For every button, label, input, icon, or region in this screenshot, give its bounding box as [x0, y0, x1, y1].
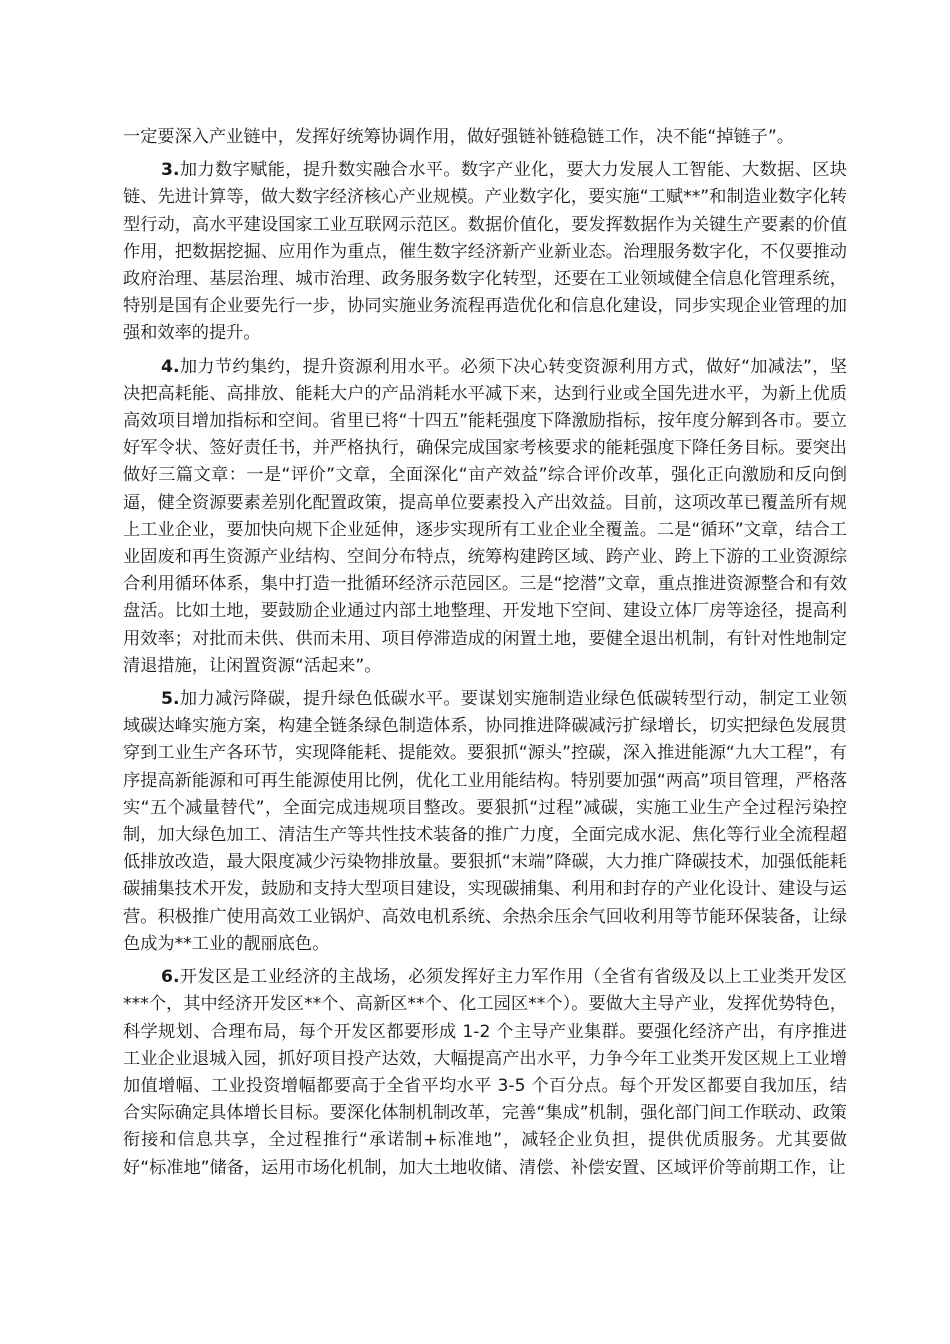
paragraph-continuation	[123, 124, 847, 151]
paragraph-item-6	[123, 964, 847, 1182]
paragraph-item-4	[123, 354, 847, 680]
paragraph-text: 开发区是工业经济的主战场，必须发挥好主力军作用（全省有省级及以上工业类开发区***个，其中经济开发区**个、高新区**个、化工园区**个）。要做大主导产业，发挥优势特色，科学规划、合理布局，每个开发区都要形成 1-2 个主导产业集群。要强化经济产出，有序推进工业企业退城入园，抓好项目投产达效，大幅提高产出水平，力争今年工业类开发区规上工业增加值增幅、工业投资增幅都要高于全省平均水平 3-5 个百分点。每个开发区都要自我加压，结合实际确定具体增长目标。要深化体制机制改革，完善“集成”机制，强化部门间工作联动、政策衔接和信息共享，全过程推行“承诺制+标准地”，减轻企业负担，提供优质服务。尤其要做好“标准地”储备，运用市场化机制，加大土地收储、清偿、补偿安置、区域评价等前期工作，让	[123, 967, 847, 1178]
paragraph-number: 5.	[161, 689, 180, 710]
paragraph-number: 4.	[161, 356, 180, 377]
paragraph-item-5	[123, 686, 847, 958]
paragraph-text: 一定要深入产业链中，发挥好统筹协调作用，做好强链补链稳链工作，决不能“掉链子”。	[123, 127, 794, 147]
paragraph-text: 加力节约集约，提升资源利用水平。必须下决心转变资源利用方式，做好“加减法”，坚决把高耗能、高排放、能耗大户的产品消耗水平减下来，达到行业或全国先进水平，为新上优质高效项目增加指标和空间。省里已将“十四五”能耗强度下降激励指标，按年度分解到各市。要立好军令状、签好责任书，并严格执行，确保完成国家考核要求的能耗强度下降任务目标。要突出做好三篇文章：一是“评价”文章，全面深化“亩产效益”综合评价改革，强化正向激励和反向倒逼，健全资源要素差别化配置政策，提高单位要素投入产出效益。目前，这项改革已覆盖所有规上工业企业，要加快向规下企业延伸，逐步实现所有工业企业全覆盖。二是“循环”文章，结合工业固废和再生资源产业结构、空间分布特点，统筹构建跨区域、跨产业、跨上下游的工业资源综合利用循环体系，集中打造一批循环经济示范园区。三是“挖潜”文章，重点推进资源整合和有效盘活。比如土地，要鼓励企业通过内部土地整理、开发地下空间、建设立体厂房等途径，提高利用效率；对批而未供、供而未用、项目停滞造成的闲置土地，要健全退出机制，有针对性地制定清退措施，让闲置资源“活起来”。	[123, 356, 847, 676]
paragraph-number: 6.	[161, 967, 180, 988]
paragraph-item-3	[123, 157, 847, 347]
paragraph-text: 加力减污降碳，提升绿色低碳水平。要谋划实施制造业绿色低碳转型行动，制定工业领域碳达峰实施方案，构建全链条绿色制造体系，协同推进降碳减污扩绿增长，切实把绿色发展贯穿到工业生产各环节，实现降能耗、提能效。要狠抓“源头”控碳，深入推进能源“九大工程”，有序提高新能源和可再生能源使用比例，优化工业用能结构。特别要加强“两高”项目管理，严格落实“五个减量替代”，全面完成违规项目整改。要狠抓“过程”减碳，实施工业生产全过程污染控制，加大绿色加工、清洁生产等共性技术装备的推广力度，全面完成水泥、焦化等行业全流程超低排放改造，最大限度减少污染物排放量。要狠抓“末端”降碳，大力推广降碳技术，加强低能耗碳捕集技术开发，鼓励和支持大型项目建设，实现碳捕集、利用和封存的产业化设计、建设与运营。积极推广使用高效工业锅炉、高效电机系统、余热余压余气回收利用等节能环保装备，让绿色成为**工业的靓丽底色。	[123, 689, 847, 954]
paragraph-number: 3.	[161, 160, 180, 181]
paragraph-text: 加力数字赋能，提升数实融合水平。数字产业化，要大力发展人工智能、大数据、区块链、先进计算等，做大数字经济核心产业规模。产业数字化，要实施“工赋**”和制造业数字化转型行动，高水平建设国家工业互联网示范区。数据价值化，要发挥数据作为关键生产要素的价值作用，把数据挖掘、应用作为重点，催生数字经济新产业新业态。治理服务数字化，不仅要推动政府治理、基层治理、城市治理、政务服务数字化转型，还要在工业领域健全信息化管理系统，特别是国有企业要先行一步，协同实施业务流程再造优化和信息化建设，同步实现企业管理的加强和效率的提升。	[123, 160, 847, 344]
document-body	[123, 124, 847, 1188]
